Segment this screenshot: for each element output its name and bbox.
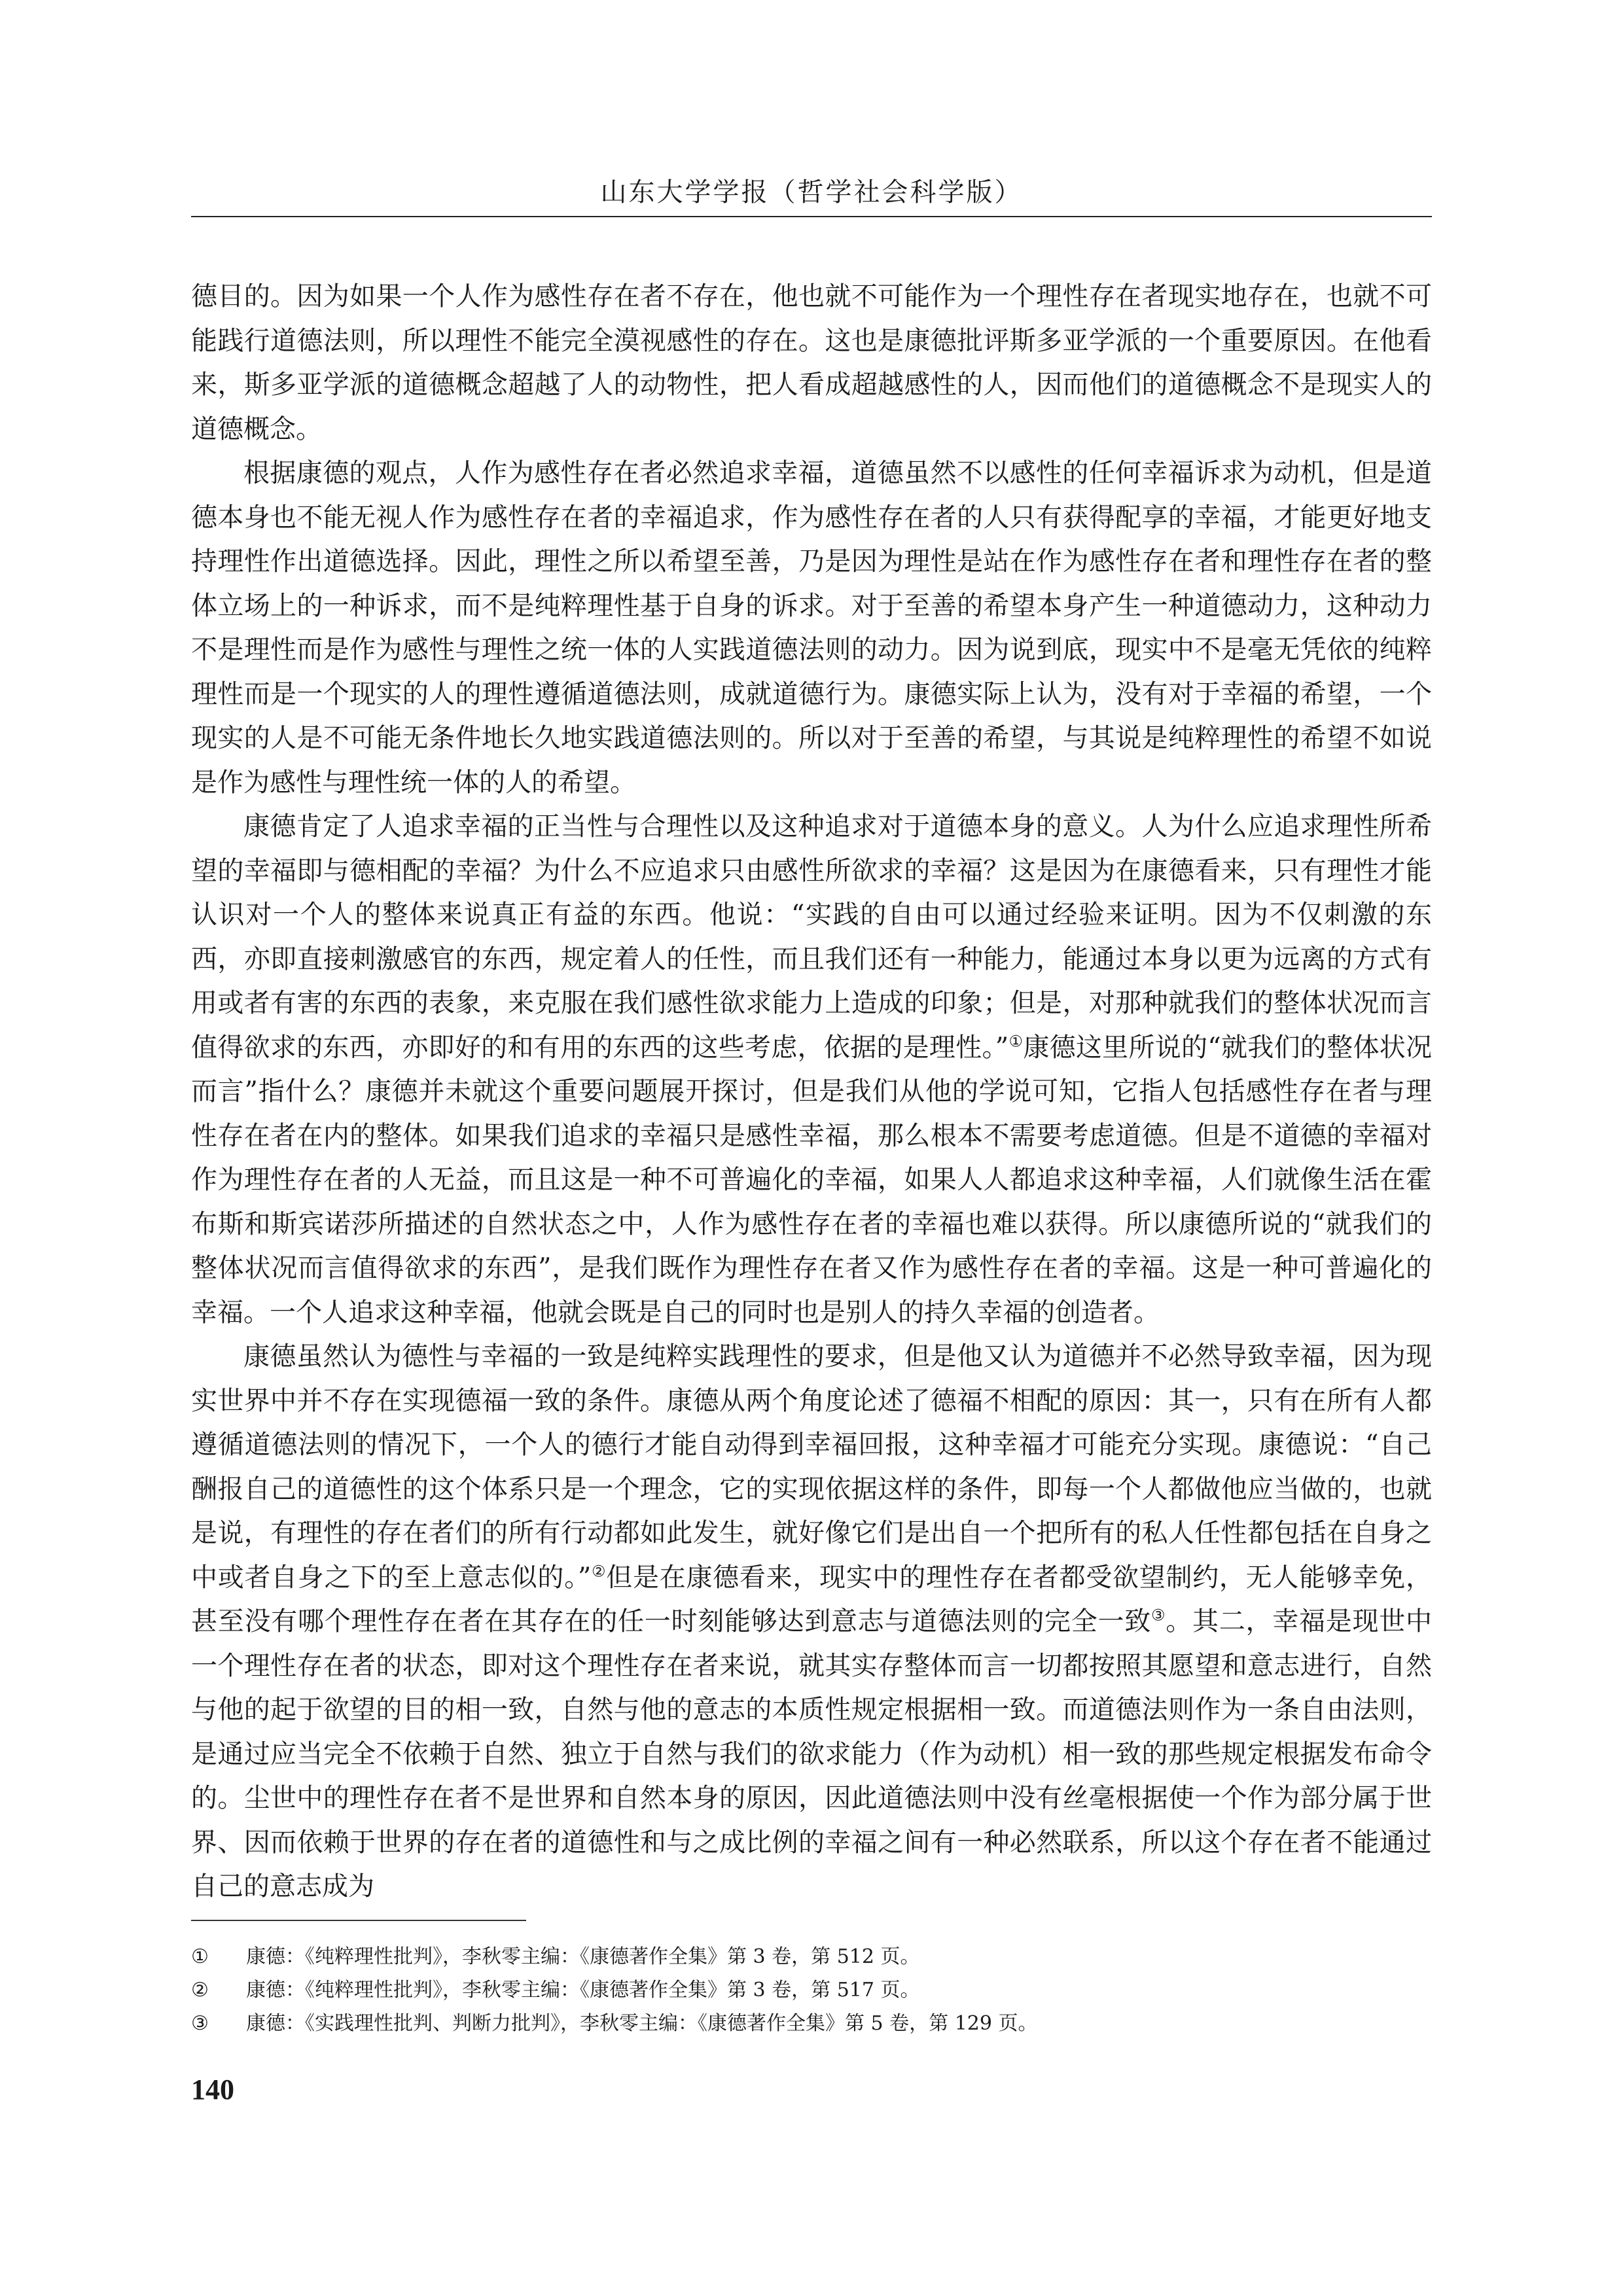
paragraph-4-text-c: 。其二，幸福是现世中一个理性存在者的状态，即对这个理性存在者来说，就其实存整体而言一切都按照其愿望和意志进行，自然与他的起于欲望的目的相一致，自然与他的意志的本质性规定根据相一致。而道德法则作为一条自由法则，是通过应当完全不依赖于自然、独立于自然与我们的欲求能力（作为动机）相一致的那些规定根据发布命令的。尘世中的理性存在者不是世界和自然本身的原因，因此道德法则中没有丝毫根据使一个作为部分属于世界、因而依赖于世界的存在者的道德性和与之成比例的幸福之间有一种必然联系，所以这个存在者不能通过自己的意志成为	[191, 1606, 1433, 1901]
footnote-text: 康德：《纯粹理性批判》，李秋零主编：《康德著作全集》第 3 卷，第 512 页。	[246, 1945, 920, 1968]
footnote-rule	[191, 1920, 526, 1921]
running-header: 山东大学学报（哲学社会科学版）	[600, 177, 1023, 207]
footnote-text: 康德：《纯粹理性批判》，李秋零主编：《康德著作全集》第 3 卷，第 517 页。	[246, 1979, 920, 2002]
paragraph-3	[191, 805, 1432, 1335]
page-number: 140	[191, 2074, 234, 2106]
paragraph-4-text-b: 但是在康德看来，现实中的理性存在者都受欲望制约，无人能够幸免，甚至没有哪个理性存在者在其存在的任一时刻能够达到意志与道德法则的完全一致	[191, 1562, 1433, 1636]
footnote-mark: ②	[191, 1979, 209, 2002]
paragraph-3-text-b: 康德这里所说的“就我们的整体状况而言”指什么？康德并未就这个重要问题展开探讨，但是我们从他的学说可知，它指人包括感性存在者与理性存在者在内的整体。如果我们追求的幸福只是感性幸福，那么根本不需要考虑道德。但是不道德的幸福对作为理性存在者的人无益，而且这是一种不可普遍化的幸福，如果人人都追求这种幸福，人们就像生活在霍布斯和斯宾诺莎所描述的自然状态之中，人作为感性存在者的幸福也难以获得。所以康德所说的“就我们的整体状况而言值得欲求的东西”，是我们既作为理性存在者又作为感性存在者的幸福。这是一种可普遍化的幸福。一个人追求这种幸福，他就会既是自己的同时也是别人的持久幸福的创造者。	[191, 1032, 1433, 1328]
footnotes	[191, 1940, 1432, 2040]
footnote-3	[191, 2007, 1432, 2040]
footnote-mark: ①	[191, 1945, 209, 1968]
header-rule	[191, 216, 1432, 217]
paragraph-3-text-a: 康德肯定了人追求幸福的正当性与合理性以及这种追求对于道德本身的意义。人为什么应追求理性所希望的幸福即与德相配的幸福？为什么不应追求只由感性所欲求的幸福？这是因为在康德看来，只有理性才能认识对一个人的整体来说真正有益的东西。他说：“实践的自由可以通过经验来证明。因为不仅刺激的东西，亦即直接刺激感官的东西，规定着人的任性，而且我们还有一种能力，能通过本身以更为远离的方式有用或者有害的东西的表象，来克服在我们感性欲求能力上造成的印象；但是，对那种就我们的整体状况而言值得欲求的东西，亦即好的和有用的东西的这些考虑，依据的是理性。”	[191, 811, 1432, 1063]
paragraph-1: 德目的。因为如果一个人作为感性存在者不存在，他也就不可能作为一个理性存在者现实地存在，也就不可能践行道德法则，所以理性不能完全漠视感性的存在。这也是康德批评斯多亚学派的一个重要原因。在他看来，斯多亚学派的道德概念超越了人的动物性，把人看成超越感性的人，因而他们的道德概念不是现实人的道德概念。	[191, 281, 1432, 444]
footnote-mark: ③	[191, 2012, 209, 2035]
footnote-ref-1[interactable]: ①	[1008, 1032, 1024, 1051]
paragraph-4-text-a: 康德虽然认为德性与幸福的一致是纯粹实践理性的要求，但是他又认为道德并不必然导致幸福，因为现实世界中并不存在实现德福一致的条件。康德从两个角度论述了德福不相配的原因：其一，只有在所有人都遵循道德法则的情况下，一个人的德行才能自动得到幸福回报，这种幸福才可能充分实现。康德说：“自己酬报自己的道德性的这个体系只是一个理念，它的实现依据这样的条件，即每一个人都做他应当做的，也就是说，有理性的存在者们的所有行动都如此发生，就好像它们是出自一个把所有的私人任性都包括在自身之中或者自身之下的至上意志似的。”	[191, 1341, 1432, 1593]
footnote-text: 康德：《实践理性批判、判断力批判》，李秋零主编：《康德著作全集》第 5 卷，第 129 页。	[246, 2012, 1038, 2035]
footnote-ref-2[interactable]: ②	[591, 1562, 607, 1581]
footnote-ref-3[interactable]: ③	[1151, 1606, 1166, 1625]
article-body	[191, 275, 1432, 1909]
footnote-1	[191, 1940, 1432, 1973]
paragraph-4	[191, 1335, 1432, 1909]
footnote-2	[191, 1973, 1432, 2007]
paragraph-2: 根据康德的观点，人作为感性存在者必然追求幸福，道德虽然不以感性的任何幸福诉求为动机，但是道德本身也不能无视人作为感性存在者的幸福追求，作为感性存在者的人只有获得配享的幸福，才能更好地支持理性作出道德选择。因此，理性之所以希望至善，乃是因为理性是站在作为感性存在者和理性存在者的整体立场上的一种诉求，而不是纯粹理性基于自身的诉求。对于至善的希望本身产生一种道德动力，这种动力不是理性而是作为感性与理性之统一体的人实践道德法则的动力。因为说到底，现实中不是毫无凭依的纯粹理性而是一个现实的人的理性遵循道德法则，成就道德行为。康德实际上认为，没有对于幸福的希望，一个现实的人是不可能无条件地长久地实践道德法则的。所以对于至善的希望，与其说是纯粹理性的希望不如说是作为感性与理性统一体的人的希望。	[191, 458, 1432, 798]
